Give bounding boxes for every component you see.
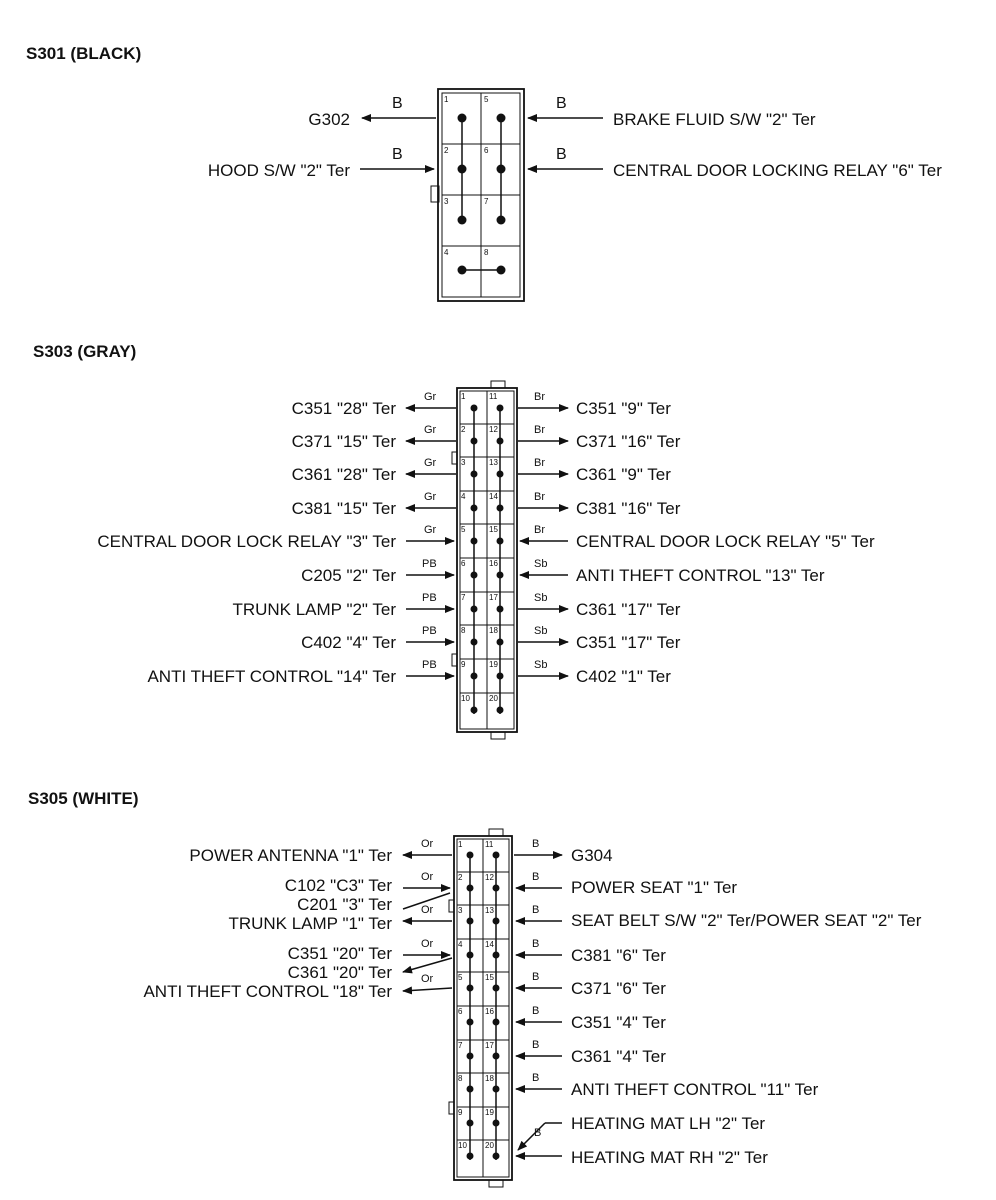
terminal-label: ANTI THEFT CONTROL "13" Ter: [576, 566, 825, 585]
pin-number: 4: [461, 492, 466, 501]
pin-number: 8: [484, 248, 489, 257]
splice-dot: [458, 266, 467, 275]
wire-right: [520, 558, 825, 585]
pin-number: 12: [485, 873, 494, 882]
terminal-label: G304: [571, 846, 613, 865]
wire-color: PB: [422, 592, 437, 604]
pin-number: 8: [458, 1074, 463, 1083]
wire-color: Sb: [534, 625, 548, 637]
wire-color: Gr: [424, 491, 437, 503]
connector-s301: [26, 44, 942, 301]
wire-left: [308, 95, 436, 129]
connector-title: S301 (BLACK): [26, 44, 142, 63]
pin-number: 16: [489, 559, 498, 568]
wire-color: B: [392, 146, 403, 163]
wire-right: [516, 1005, 666, 1032]
terminal-label: C361 "9" Ter: [576, 465, 671, 484]
terminal-label: C381 "16" Ter: [576, 499, 681, 518]
pin-number: 16: [485, 1007, 494, 1016]
wire-right: [520, 524, 875, 551]
wire-color: Sb: [534, 558, 548, 570]
splice-dot: [497, 216, 506, 225]
wire-color: Br: [534, 491, 545, 503]
pin-number: 11: [489, 392, 498, 401]
terminal-label: POWER SEAT "1" Ter: [571, 878, 738, 897]
pin-number: 1: [458, 840, 463, 849]
terminal-label: C205 "2" Ter: [301, 566, 396, 585]
wire-color: Sb: [534, 592, 548, 604]
pin-number: 10: [458, 1141, 467, 1150]
pin-number: 11: [485, 840, 494, 849]
pin-number: 10: [461, 694, 470, 703]
wire-right: [528, 146, 942, 180]
terminal-label: C201 "3" Ter: [297, 895, 392, 914]
pin-number: 15: [485, 973, 494, 982]
splice-dot: [497, 266, 506, 275]
pin-number: 9: [461, 660, 466, 669]
terminal-label: ANTI THEFT CONTROL "18" Ter: [143, 982, 392, 1001]
wire-right: [518, 625, 681, 652]
splice-dot: [458, 114, 467, 123]
wire-color: B: [532, 838, 540, 850]
terminal-label: HOOD S/W "2" Ter: [207, 161, 350, 180]
pin-number: 8: [461, 626, 466, 635]
wire-color: Or: [421, 904, 434, 916]
terminal-label: C361 "4" Ter: [571, 1047, 666, 1066]
pin-row: [444, 95, 489, 257]
pin-number: 20: [485, 1141, 494, 1150]
pin-number: 2: [458, 873, 463, 882]
wire-right: [518, 659, 671, 686]
pin-number: 14: [485, 940, 494, 949]
wire-right: [516, 1072, 819, 1099]
wire-color: Or: [421, 938, 434, 950]
wire-color: Gr: [424, 391, 437, 403]
wire-color: PB: [422, 625, 437, 637]
pin-number: 7: [484, 197, 489, 206]
pin-number: 6: [461, 559, 466, 568]
wire-right: [516, 904, 922, 930]
pin-number: 17: [485, 1041, 494, 1050]
wire-right: [516, 871, 737, 897]
wire-left: [292, 424, 456, 451]
wire-color: B: [532, 904, 540, 916]
pin-number: 17: [489, 593, 498, 602]
terminal-label: TRUNK LAMP "1" Ter: [228, 914, 392, 933]
terminal-label: C351 "28" Ter: [291, 399, 396, 418]
pin-number: 1: [461, 392, 466, 401]
connector-title: S303 (GRAY): [33, 342, 137, 361]
wire-left: [232, 592, 454, 619]
wire-color: B: [556, 146, 567, 163]
wire-left: [208, 146, 434, 180]
connector-body: [449, 829, 512, 1187]
terminal-label: HEATING MAT LH "2" Ter: [571, 1114, 766, 1133]
pin-row: [461, 392, 498, 703]
wire-left: [292, 457, 456, 484]
pin-number: 12: [489, 425, 498, 434]
wire-color: B: [532, 1039, 540, 1051]
wire-right: [514, 838, 613, 865]
pin-number: 5: [461, 525, 466, 534]
pin-number: 3: [461, 458, 466, 467]
wire-color: Br: [534, 424, 545, 436]
wire-color: B: [532, 1072, 540, 1084]
wire-color: B: [532, 971, 540, 983]
pin-number: 18: [489, 626, 498, 635]
terminal-label: C351 "4" Ter: [571, 1013, 666, 1032]
wire-color: PB: [422, 558, 437, 570]
pin-number: 4: [458, 940, 463, 949]
pin-number: 13: [489, 458, 498, 467]
wire-color: Or: [421, 838, 434, 850]
connector-s303: [33, 342, 875, 739]
wire-right: [518, 1114, 765, 1150]
terminal-label: TRUNK LAMP "2" Ter: [232, 600, 396, 619]
terminal-label: BRAKE FLUID S/W "2" Ter: [613, 110, 816, 129]
terminal-label: C381 "6" Ter: [571, 946, 666, 965]
terminal-label: C371 "6" Ter: [571, 979, 666, 998]
wire-color: Gr: [424, 524, 437, 536]
wire-color: B: [532, 1005, 540, 1017]
pin-number: 7: [458, 1041, 463, 1050]
connector-title: S305 (WHITE): [28, 789, 139, 808]
terminal-label: ANTI THEFT CONTROL "11" Ter: [571, 1080, 819, 1099]
wire-color: Sb: [534, 659, 548, 671]
wire-color: Br: [534, 524, 545, 536]
splice-dot: [458, 165, 467, 174]
wire-color: B: [532, 938, 540, 950]
terminal-label: C381 "15" Ter: [291, 499, 396, 518]
pin-number: 5: [458, 973, 463, 982]
terminal-label: C402 "4" Ter: [301, 633, 396, 652]
wire-right: [518, 424, 681, 451]
pin-number: 19: [485, 1108, 494, 1117]
connector-s305: [28, 789, 922, 1187]
terminal-label: CENTRAL DOOR LOCKING RELAY "6" Ter: [613, 161, 942, 180]
pin-number: 5: [484, 95, 489, 104]
terminal-label: ANTI THEFT CONTROL "14" Ter: [147, 667, 396, 686]
terminal-label: C402 "1" Ter: [576, 667, 671, 686]
pin-row: [458, 840, 494, 1150]
wire-right: [518, 592, 681, 619]
pin-number: 14: [489, 492, 498, 501]
pin-number: 3: [458, 906, 463, 915]
terminal-label: C361 "17" Ter: [576, 600, 681, 619]
terminal-label: CENTRAL DOOR LOCK RELAY "3" Ter: [97, 532, 396, 551]
terminal-label: C351 "17" Ter: [576, 633, 681, 652]
terminal-label: POWER ANTENNA "1" Ter: [189, 846, 392, 865]
wire-right: [518, 457, 671, 484]
terminal-label: SEAT BELT S/W "2" Ter/POWER SEAT "2" Ter: [571, 911, 922, 930]
pin-number: 7: [461, 593, 466, 602]
pin-number: 4: [444, 248, 449, 257]
wire-left: [189, 838, 452, 865]
connector-body: [452, 381, 517, 739]
wire-left: [301, 625, 454, 652]
wire-right: [516, 1039, 666, 1066]
pin-number: 6: [484, 146, 489, 155]
pin-number: 15: [489, 525, 498, 534]
pin-number: 2: [444, 146, 449, 155]
wire-right: [518, 391, 671, 418]
wire-right: [528, 95, 816, 129]
wire-color: Gr: [424, 457, 437, 469]
terminal-label: C361 "28" Ter: [291, 465, 396, 484]
pin-number: 1: [444, 95, 449, 104]
wire-left: [292, 391, 456, 418]
wire-color: B: [534, 1127, 542, 1139]
splice-dot: [497, 114, 506, 123]
terminal-label: C351 "20" Ter: [287, 944, 392, 963]
wire-color: Or: [421, 871, 434, 883]
wire-color: Br: [534, 457, 545, 469]
wire-color: Br: [534, 391, 545, 403]
pin-number: 3: [444, 197, 449, 206]
terminal-label: C371 "16" Ter: [576, 432, 681, 451]
terminal-label: C371 "15" Ter: [291, 432, 396, 451]
pin-number: 20: [489, 694, 498, 703]
wire-color: B: [392, 95, 403, 112]
wire-right: [516, 1148, 768, 1167]
pin-number: 2: [461, 425, 466, 434]
wire-color: Or: [421, 973, 434, 985]
wire-left: [285, 871, 450, 895]
wire-color: Gr: [424, 424, 437, 436]
terminal-label: CENTRAL DOOR LOCK RELAY "5" Ter: [576, 532, 875, 551]
connector-body: [431, 89, 524, 301]
terminal-label: HEATING MAT RH "2" Ter: [571, 1148, 768, 1167]
wire-color: B: [532, 871, 540, 883]
wire-left: [97, 524, 454, 551]
wire-color: B: [556, 95, 567, 112]
pin-number: 18: [485, 1074, 494, 1083]
wire-left: [288, 938, 450, 963]
pin-number: 19: [489, 660, 498, 669]
wire-left: [147, 659, 454, 686]
pin-number: 6: [458, 1007, 463, 1016]
wire-left: [292, 491, 456, 518]
wire-right: [516, 938, 666, 965]
wire-left: [301, 558, 454, 585]
splice-dot: [458, 216, 467, 225]
pin-number: 9: [458, 1108, 463, 1117]
wire-right: [518, 491, 681, 518]
splice-dot: [497, 165, 506, 174]
terminal-label: C351 "9" Ter: [576, 399, 671, 418]
wire-color: PB: [422, 659, 437, 671]
terminal-label: C102 "C3" Ter: [284, 876, 392, 895]
terminal-label: G302: [308, 110, 350, 129]
terminal-label: C361 "20" Ter: [287, 963, 392, 982]
pin-number: 13: [485, 906, 494, 915]
wire-right: [516, 971, 666, 998]
